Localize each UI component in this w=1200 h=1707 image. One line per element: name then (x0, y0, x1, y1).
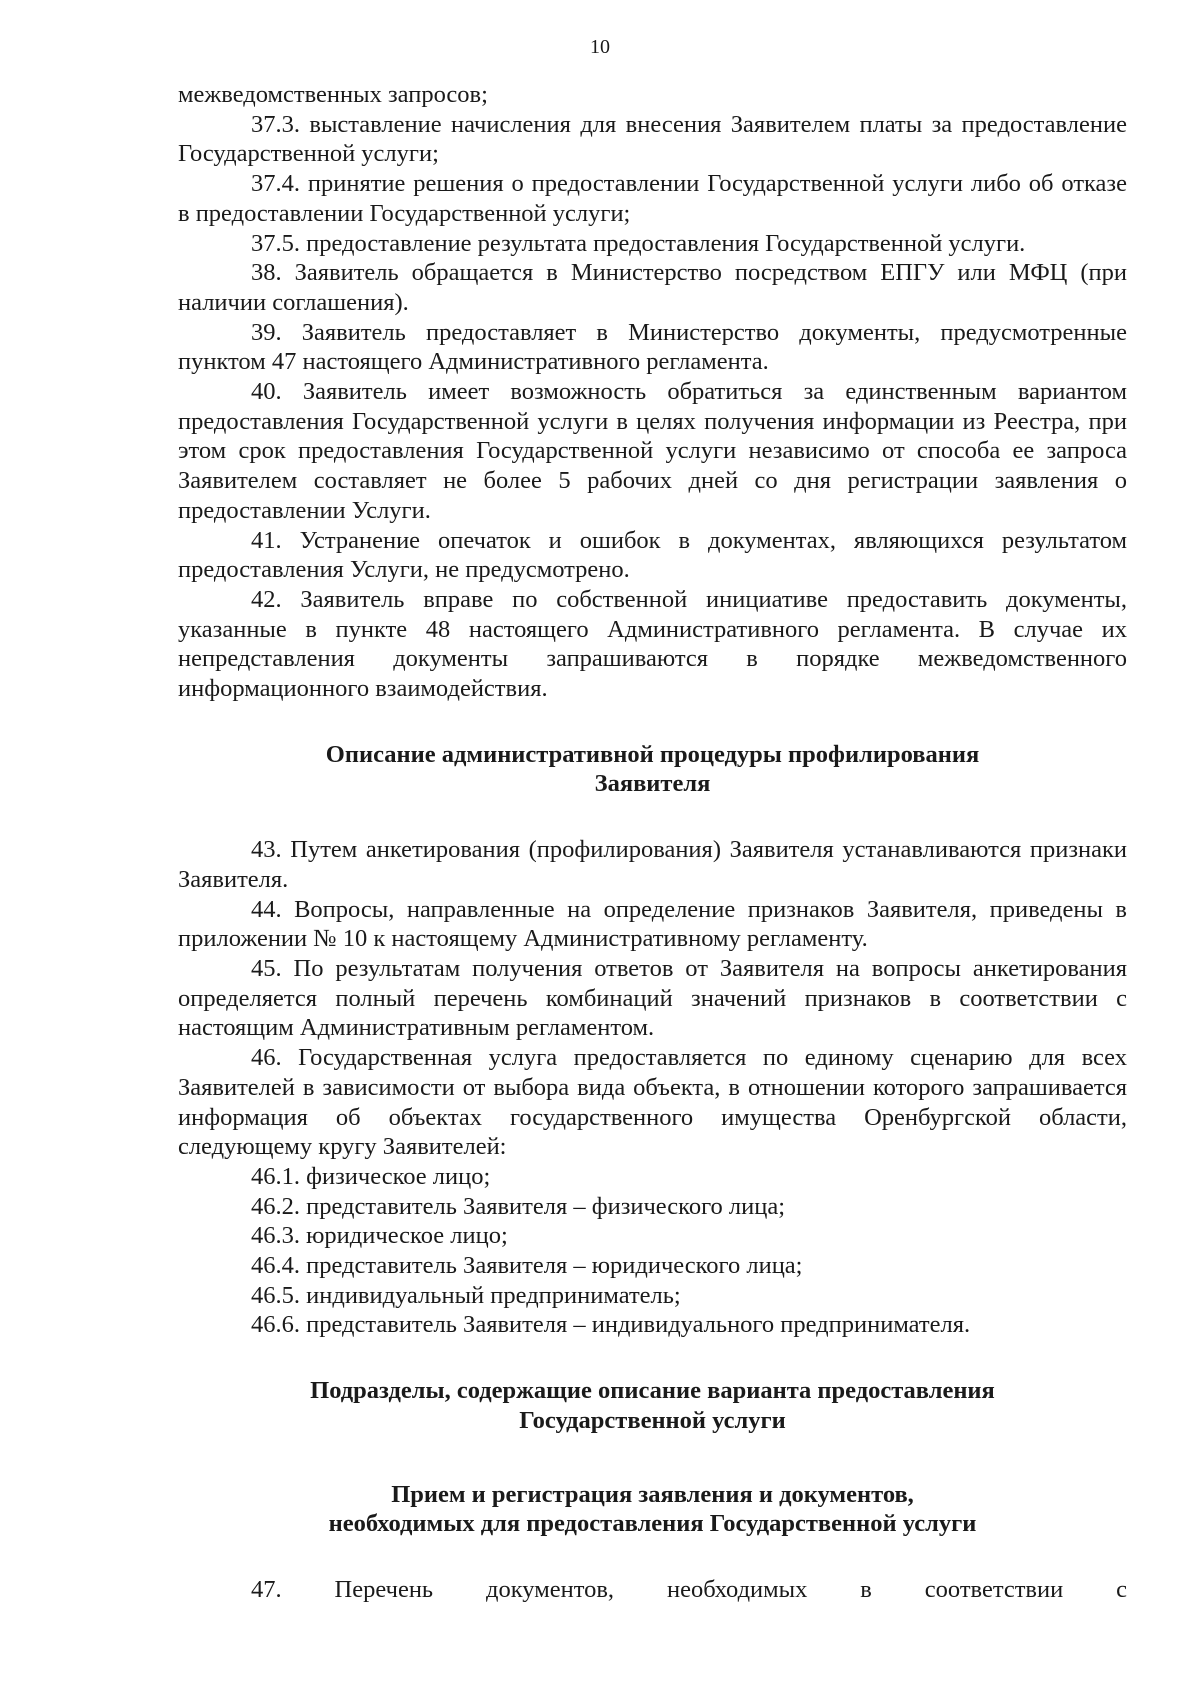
paragraph: 39. Заявитель предоставляет в Министерство документы, предусмотренные пунктом 47 настоящего Административного регламента. (178, 318, 1127, 376)
heading-subsections-line2: Государственной услуги (519, 1406, 786, 1434)
paragraph: 45. По результатам получения ответов от Заявителя на вопросы анкетирования определяется полный перечень комбинаций значений признаков в соответствии с настоящим Административным регламентом. (178, 954, 1127, 1042)
paragraph: 37.3. выставление начисления для внесения Заявителем платы за предоставление Государственной услуги; (178, 110, 1127, 168)
paragraph: 41. Устранение опечаток и ошибок в документах, являющихся результатом предоставления Услуги, не предусмотрено. (178, 526, 1127, 584)
heading-reception-line2: необходимых для предоставления Государственной услуги (328, 1510, 977, 1538)
heading-reception-line1: Прием и регистрация заявления и документов, (391, 1480, 914, 1508)
paragraph: 46.1. физическое лицо; (251, 1162, 491, 1190)
paragraph: 37.4. принятие решения о предоставлении Государственной услуги либо об отказе в предоставлении Государственной услуги; (178, 170, 1127, 227)
paragraph: 40. Заявитель имеет возможность обратиться за единственным вариантом предоставления Государственной услуги в целях получения информации из Реестра, при этом срок предоставления Государственной услуги независимо от способа ее запроса Заявителем составляет не более 5 рабочих дней со дня регистрации заявления о предоставлении Услуги. (178, 378, 1127, 524)
paragraph: 42. Заявитель вправе по собственной инициативе предоставить документы, указанные в пункте 48 настоящего Административного регламента. В случае их непредставления документы запрашиваются в порядке межведомственного информационного взаимодействия. (178, 585, 1127, 703)
paragraph: 46.4. представитель Заявителя – юридического лица; (251, 1252, 803, 1280)
paragraph: 46. Государственная услуга предоставляется по единому сценарию для всех Заявителей в зависимости от выбора вида объекта, в отношении которого запрашивается информация об объектах государственного имущества Оренбургской области, следующему кругу Заявителей: (178, 1044, 1127, 1161)
paragraph: 44. Вопросы, направленные на определение признаков Заявителя, приведены в приложении № 10 к настоящему Административному регламенту. (178, 895, 1127, 953)
heading-profiling (178, 740, 1127, 799)
paragraph-47: 47. Перечень документов, необходимых в соответствии с (251, 1575, 1127, 1603)
page-number: 10 (590, 36, 610, 58)
paragraph: 37.5. предоставление результата предоставления Государственной услуги. (251, 229, 1026, 257)
paragraph: 46.2. представитель Заявителя – физического лица; (251, 1192, 786, 1220)
heading-reception (178, 1480, 1127, 1539)
heading-profiling-line2: Заявителя (594, 770, 711, 798)
paragraph: 46.6. представитель Заявителя – индивидуального предпринимателя. (251, 1311, 971, 1339)
paragraph: межведомственных запросов; (178, 81, 488, 108)
body-section-top (178, 80, 1127, 704)
paragraph: 46.3. юридическое лицо; (251, 1222, 508, 1250)
paragraph: 46.5. индивидуальный предприниматель; (251, 1281, 681, 1309)
body-section-profiling (178, 835, 1127, 1340)
heading-subsections (178, 1376, 1127, 1435)
paragraph: 38. Заявитель обращается в Министерство посредством ЕПГУ или МФЦ (при наличии соглашения). (178, 259, 1127, 316)
heading-profiling-line1: Описание административной процедуры профилирования (325, 740, 980, 768)
paragraph: 43. Путем анкетирования (профилирования) Заявителя устанавливаются признаки Заявителя. (178, 836, 1127, 893)
heading-subsections-line1: Подразделы, содержащие описание варианта предоставления (310, 1377, 995, 1405)
